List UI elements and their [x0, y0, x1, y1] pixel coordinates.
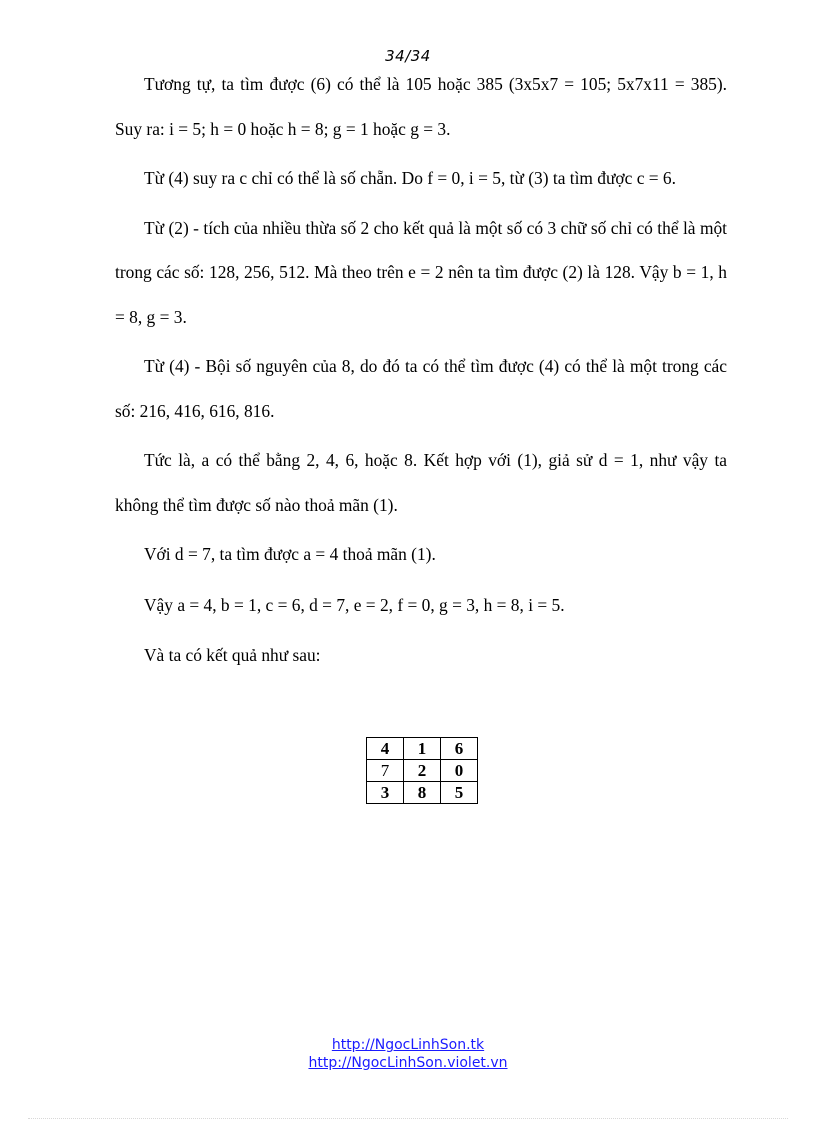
paragraph-4: Từ (4) - Bội số nguyên của 8, do đó ta có thể tìm được (4) có thể là một trong các số: 216, 416, 616, 816.: [115, 356, 727, 421]
paragraph-6: Với d = 7, ta tìm được a = 4 thoả mãn (1).: [144, 544, 436, 564]
paragraph-2: Từ (4) suy ra c chỉ có thể là số chẵn. Do f = 0, i = 5, từ (3) ta tìm được c = 6.: [144, 168, 676, 188]
paragraph-5: Tức là, a có thể bằng 2, 4, 6, hoặc 8. Kết hợp với (1), giả sử d = 1, như vậy ta không thể tìm được số nào thoả mãn (1).: [115, 450, 727, 515]
table-row: [367, 760, 478, 782]
page-bottom-divider: [28, 1118, 788, 1119]
grid-cell: 3: [367, 782, 404, 804]
paragraph-8: Và ta có kết quả như sau:: [144, 645, 321, 665]
grid-cell: 0: [441, 760, 478, 782]
paragraph-7: Vậy a = 4, b = 1, c = 6, d = 7, e = 2, f = 0, g = 3, h = 8, i = 5.: [144, 594, 565, 615]
footer-link-violet[interactable]: http://NgocLinhSon.violet.vn: [308, 1055, 508, 1071]
magic-square: [366, 737, 478, 804]
footer-links: [0, 1036, 816, 1072]
magic-square-table: [366, 737, 478, 804]
grid-cell: 1: [404, 738, 441, 760]
grid-cell: 5: [441, 782, 478, 804]
grid-cell: 8: [404, 782, 441, 804]
grid-cell: 6: [441, 738, 478, 760]
grid-cell: 7: [367, 760, 404, 782]
document-body: [115, 62, 727, 684]
paragraph-3: Từ (2) - tích của nhiều thừa số 2 cho kết quả là một số có 3 chữ số chỉ có thể là một trong các số: 128, 256, 512. Mà theo trên e = 2 nên ta tìm được (2) là 128. Vậy b = 1, h = 8, g = 3.: [115, 217, 727, 327]
page-number: 34/34: [385, 47, 431, 65]
footer-link-tk[interactable]: http://NgocLinhSon.tk: [331, 1037, 485, 1053]
paragraph-1: Tương tự, ta tìm được (6) có thể là 105 hoặc 385 (3x5x7 = 105; 5x7x11 = 385). Suy ra: i = 5; h = 0 hoặc h = 8; g = 1 hoặc g = 3.: [115, 74, 727, 139]
grid-cell: 2: [404, 760, 441, 782]
grid-cell: 4: [367, 738, 404, 760]
table-row: [367, 782, 478, 804]
table-row: [367, 738, 478, 760]
